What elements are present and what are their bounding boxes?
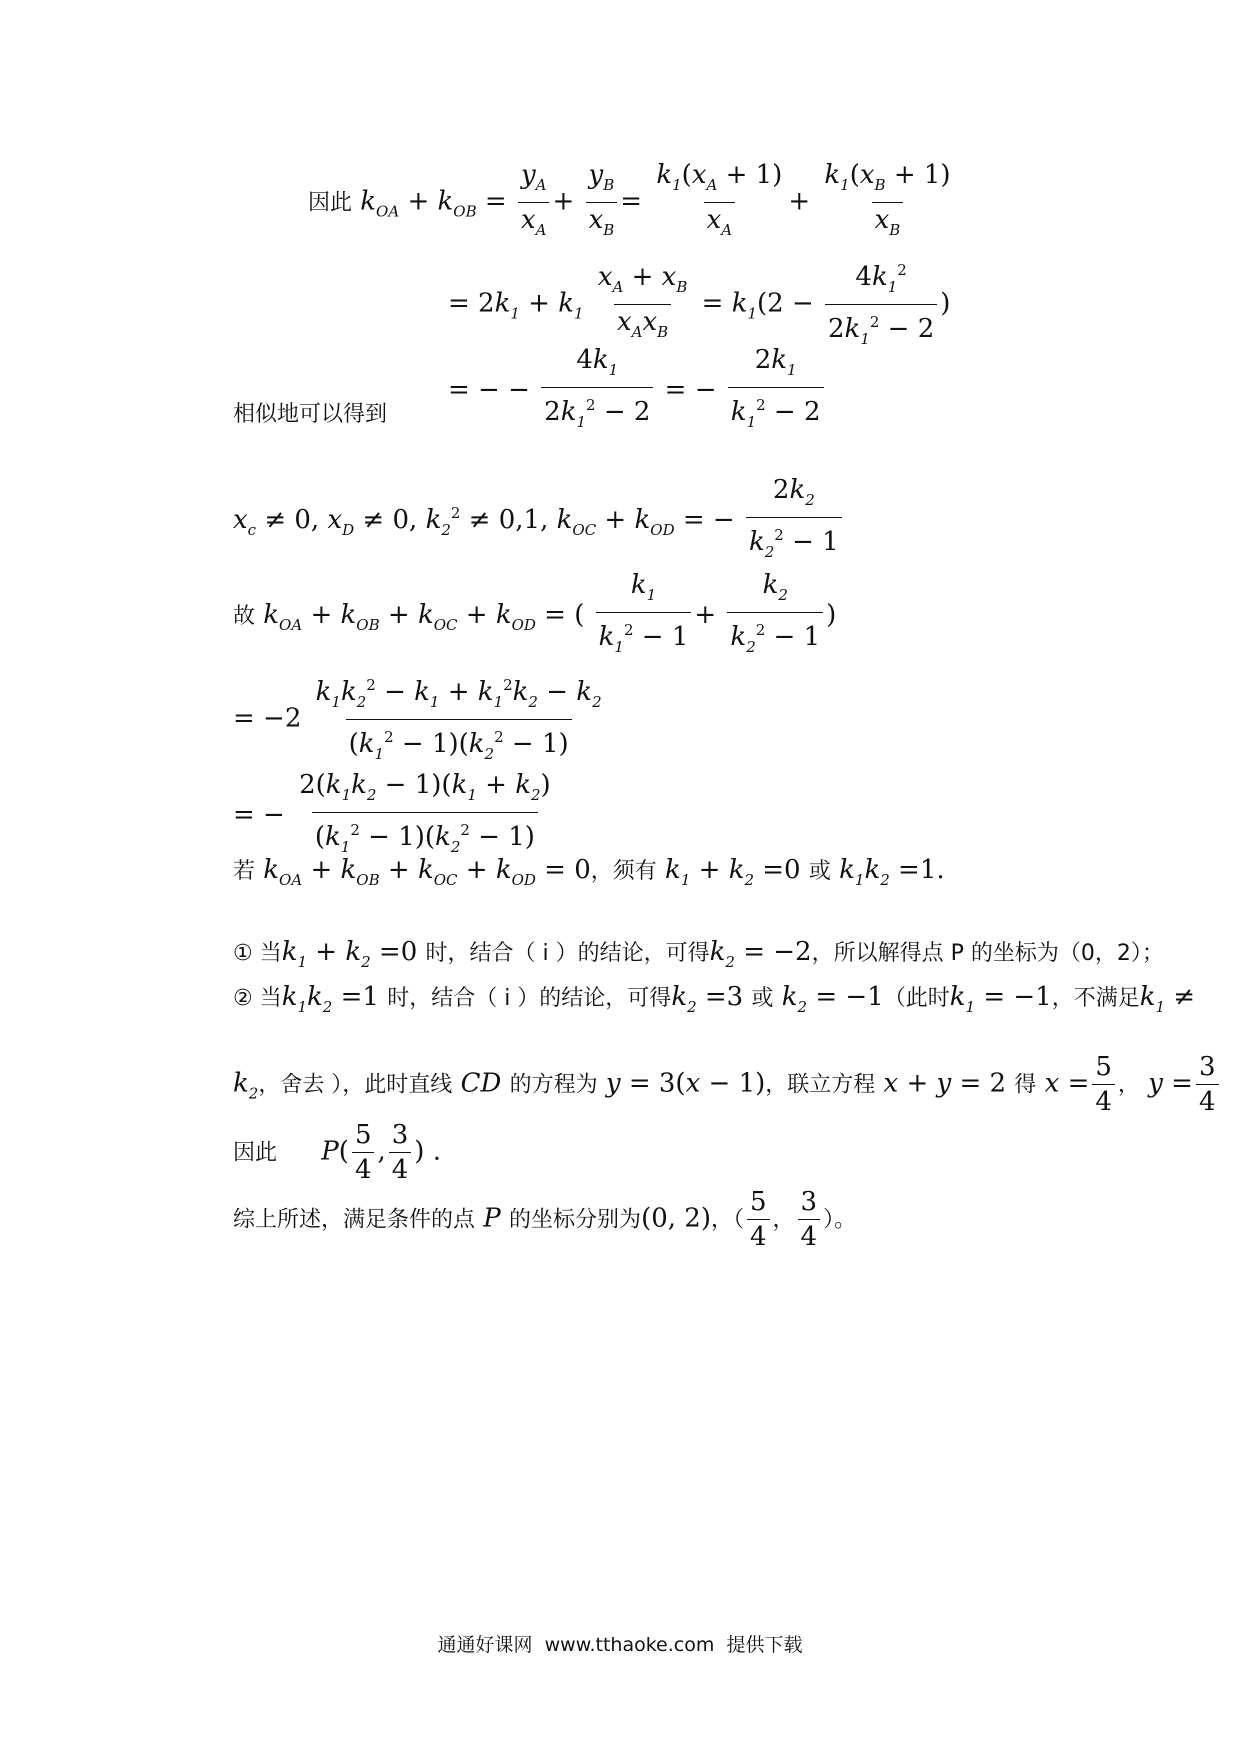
- text-buman: ，不满足: [1051, 986, 1140, 1011]
- footer-url[interactable]: www.tthaoke.com: [544, 1634, 715, 1656]
- text-huo2: 或: [751, 986, 774, 1011]
- text-zuobiao: 的坐标分别为: [509, 1207, 642, 1233]
- fraction: $\frac{5}{4}$: [747, 1187, 770, 1252]
- equation-line-11: $k_2$，舍去 ），此时直线 CD 的方程为 y = 3(x − 1)，联立方程 x + y = 2 得 x = $\frac{5}{4}$ ， y = $\frac{3}{4}$: [233, 1052, 1222, 1117]
- equation-line-12: 因此 P( $\frac{5}{4}$ , $\frac{3}{4}$ ) .: [233, 1120, 441, 1185]
- fraction: $\frac{5}{4}$: [1092, 1052, 1115, 1117]
- text-dang2: ② 当: [233, 986, 282, 1011]
- fraction: $\frac{3}{4}$: [798, 1187, 821, 1252]
- fraction: $\frac{2k_2}{k_2^2 - 1}$: [746, 475, 842, 567]
- text-comma-2: ，: [772, 1207, 795, 1233]
- text-zongshang: 综上所述，满足条件的点: [233, 1207, 476, 1233]
- equation-line-4: $x_c \ne 0$, $x_D \ne 0$, $k_2^2 \ne 0,1$, $k_{OC} + k_{OD}$ = − $\frac{2k_2}{k_2^2 - 1}$: [233, 475, 845, 567]
- text-comma: ，: [1117, 1072, 1140, 1098]
- fraction: $\frac{5}{4}$: [352, 1120, 375, 1185]
- footer-note: 提供下载: [726, 1634, 803, 1656]
- text-shi-1: 时，结合（ i ）的结论，可得: [425, 941, 710, 966]
- fraction: $\frac{3}{4}$: [389, 1120, 412, 1185]
- text-paren-open: ，（: [710, 1207, 744, 1233]
- text-dang1: ① 当: [233, 941, 282, 966]
- equation-line-2: = $2k_1 + k_1$ $\frac{x_A + x_B}{x_Ax_B}$ = $k_1(2$ − $\frac{4k_1^2}{2k_1^2 - 2}$ ): [448, 255, 950, 354]
- equation-line-5: 故 $k_{OA} + k_{OB} + k_{OC} + k_{OD}$ = ( $\frac{k_1}{k_1^2 - 1}$ + $\frac{k_2}{k_2^2 - 1}$ ): [233, 570, 836, 662]
- equation-line-6: = −2 $\frac{k_1k_2^2 - k_1 + k_1^2k_2 - k_2}{(k_1^2 - 1)(k_2^2 - 1)}$: [233, 670, 608, 769]
- text-huo: 或: [808, 859, 831, 884]
- fraction: $\frac{4k_1^2}{2k_1^2 - 2}$: [825, 255, 937, 354]
- fraction: $\frac{2(k_1k_2 - 1)(k_1 + k_2)}{(k_1^2 - 1)(k_2^2 - 1)}$: [296, 770, 554, 862]
- fraction: $\frac{2k_1}{k_1^2 - 2}$: [728, 345, 824, 437]
- text-lianli: ，联立方程: [765, 1072, 876, 1098]
- fraction: $\frac{4k_1}{2k_1^2 - 2}$: [541, 345, 653, 437]
- fraction: $\frac{k_1(x_B + 1)}{x_B}$: [821, 160, 953, 245]
- label-yinci: 因此: [308, 190, 353, 216]
- equation-line-9: ① 当$k_1 + k_2 =0$ 时，结合（ i ）的结论，可得$k_2 = -2$，所以解得点 P 的坐标为（0，2）；: [233, 937, 1164, 971]
- fraction: $\frac{k_2}{k_2^2 - 1}$: [727, 570, 823, 662]
- fraction: $\frac{k_1(x_A + 1)}{x_A}$: [653, 160, 785, 245]
- text-xuyou: ，须有: [590, 859, 657, 884]
- label-ruo: 若: [233, 859, 256, 884]
- fraction: $\frac{k_1k_2^2 - k_1 + k_1^2k_2 - k_2}{(k_1^2 - 1)(k_2^2 - 1)}$: [313, 670, 605, 769]
- equation-line-1: 因此 $k_{OA} + k_{OB}$ = $\frac{y_A}{x_A}$ + $\frac{y_B}{x_B}$ = $\frac{k_1(x_A + 1)}{x_A}$ + $\frac{k_1(x_B + 1)}{x_B}$: [308, 160, 957, 245]
- text-xiangsi: 相似地可以得到: [233, 402, 388, 427]
- text-suoyi: ，所以解得点 P 的坐标为（0，2）；: [811, 941, 1164, 966]
- fraction: $\frac{k_1}{k_1^2 - 1}$: [596, 570, 692, 662]
- text-cishi: （此时: [883, 986, 950, 1011]
- equation-line-3: = − − $\frac{4k_1}{2k_1^2 - 2}$ = − $\frac{2k_1}{k_1^2 - 2}$: [448, 345, 827, 437]
- fraction: $\frac{x_A + x_B}{x_Ax_B}$: [595, 262, 691, 347]
- equation-line-8: 若 $k_{OA} + k_{OB} + k_{OC} + k_{OD} = 0$，须有 $k_1 + k_2 =0$ 或 $k_1k_2 =1$.: [233, 855, 945, 889]
- label-gu: 故: [233, 604, 256, 629]
- text-sheqiu: ，舍去 ），此时直线: [258, 1072, 453, 1098]
- fraction: $\frac{y_B}{x_B}$: [586, 160, 618, 245]
- equation-line-7: = − $\frac{2(k_1k_2 - 1)(k_1 + k_2)}{(k_1^2 - 1)(k_2^2 - 1)}$: [233, 770, 557, 862]
- text-de: 得: [1014, 1072, 1037, 1098]
- equation-line-10: ② 当$k_1k_2 =1$ 时，结合（ i ）的结论，可得$k_2 =3$ 或 $k_2 = -1$（此时$k_1 = -1$，不满足$k_1$ ≠: [233, 982, 1196, 1016]
- text-defangcheng: 的方程为: [509, 1072, 598, 1098]
- page-footer: [0, 1630, 1240, 1657]
- text-shi-2: 时，结合（ i ）的结论，可得: [387, 986, 672, 1011]
- text-paren-close: ）。: [823, 1207, 857, 1233]
- label-yinci2: 因此: [233, 1140, 278, 1166]
- fraction: $\frac{y_A}{x_A}$: [518, 160, 550, 245]
- fraction: $\frac{3}{4}$: [1196, 1052, 1219, 1117]
- footer-site: 通通好课网: [437, 1634, 533, 1656]
- equation-line-13: 综上所述，满足条件的点 P 的坐标分别为(0, 2)，（ $\frac{5}{4}$ ， $\frac{3}{4}$ ）。: [233, 1187, 857, 1252]
